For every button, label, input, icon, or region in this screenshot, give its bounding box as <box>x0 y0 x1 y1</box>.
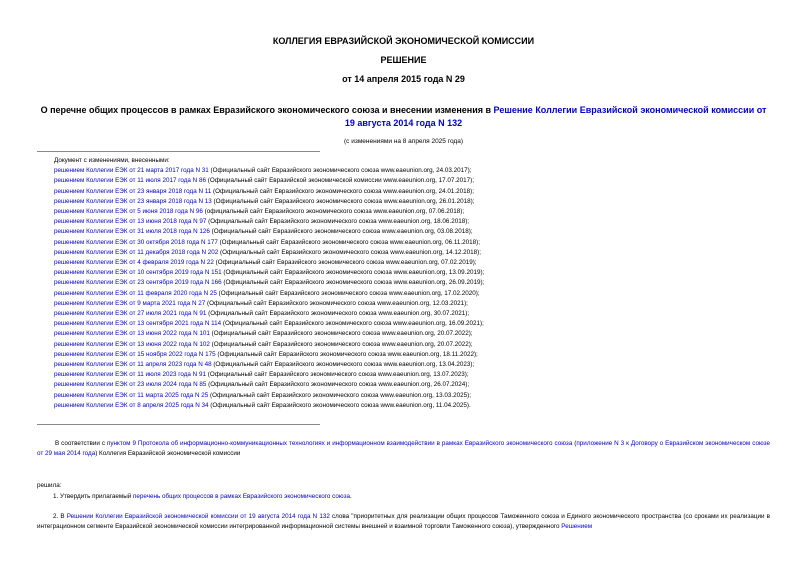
change-decision-link[interactable]: решением Коллегии ЕЭК от 10 сентября 2019 года N 151 <box>54 269 222 277</box>
change-item <box>54 238 794 248</box>
change-decision-link[interactable]: решением Коллегии ЕЭК от 31 июля 2018 года N 126 <box>54 228 210 236</box>
decision-end-link[interactable]: Решением <box>561 523 593 530</box>
change-item <box>54 176 794 186</box>
clause-2-pre: 2. В <box>53 513 67 520</box>
intro-post: ) Коллегия Евразийской экономической комиссии <box>95 450 241 457</box>
change-source-text: (Официальный сайт Евразийского экономического союза www.eaeunion.org, 18.11.2022); <box>215 350 478 358</box>
change-decision-link[interactable]: решением Коллегии ЕЭК от 21 марта 2017 года N 31 <box>54 167 209 175</box>
change-item <box>54 289 794 299</box>
change-item <box>54 197 794 207</box>
change-item <box>54 370 794 380</box>
change-source-text: (Официальный сайт Евразийского экономического союза www.eaeunion.org, 24.01.2018); <box>211 187 474 195</box>
intro-mid: ( <box>572 440 577 447</box>
clause-2-text: слова "приоритетных для реализации общих процессов Таможенного союза и Единого экономического пространства (со сроками их реализации в интеграционном сегменте Евразийской экономической комиссии интегрированной информационной системы внешней и взаимной торговли Таможенного союза), утвержденного <box>37 513 770 530</box>
protocol-link[interactable]: пунктом 9 Протокола об информационно-коммуникационных технологиях и информационном взаимодействии в рамках Евразийского экономического союза <box>107 440 573 447</box>
divider-top <box>37 151 320 152</box>
change-source-text: (Официальный сайт Евразийского экономического союза www.eaeunion.org, 17.02.2020); <box>216 289 480 297</box>
change-source-text: (Официальный сайт Евразийского экономического союза www.eaeunion.org, 26.09.2019); <box>221 279 485 287</box>
change-source-text: (Официальный сайт Евразийского экономического союза www.eaeunion.org, 18.06.2018); <box>206 218 470 226</box>
change-decision-link[interactable]: решением Коллегии ЕЭК от 9 марта 2021 года N 27 <box>54 299 206 307</box>
change-item <box>54 248 794 258</box>
change-source-text: (официальный сайт Евразийского экономического союза www.eaeunion.org, 07.06.2018); <box>202 208 465 216</box>
change-source-text: (Официальный сайт Евразийского экономического союза www.eaeunion.org, 03.08.2018); <box>209 228 473 236</box>
treaty-link[interactable]: приложение N 3 к Договору о Евразийском экономическом союзе от 29 мая 2014 года <box>37 440 770 457</box>
change-item <box>54 329 794 339</box>
change-item <box>54 350 794 360</box>
change-item <box>54 391 794 401</box>
change-decision-link[interactable]: решением Коллегии ЕЭК от 15 ноября 2022 года N 175 <box>54 350 216 358</box>
change-source-text: (Официальный сайт Евразийского экономического союза www.eaeunion.org, 11.04.2025). <box>208 401 471 409</box>
clause-1 <box>37 492 770 502</box>
change-source-text: (Официальный сайт Евразийского экономического союза www.eaeunion.org, 13.09.2019); <box>221 269 485 277</box>
change-decision-link[interactable]: решением Коллегии ЕЭК от 5 июня 2018 года N 96 <box>54 208 203 216</box>
change-decision-link[interactable]: решением Коллегии ЕЭК от 11 декабря 2018 года N 202 <box>54 248 219 256</box>
change-decision-link[interactable]: решением Коллегии ЕЭК от 8 апреля 2025 года N 34 <box>54 401 209 409</box>
change-source-text: (Официальный сайт Евразийской экономической комиссии www.eaeunion.org, 17.07.2017); <box>205 177 475 185</box>
clause-2 <box>37 512 770 532</box>
change-item <box>54 299 794 309</box>
change-source-text: (Официальный сайт Евразийского экономического союза www.eaeunion.org, 13.07.2023); <box>205 371 469 379</box>
date-number-heading: от 14 апреля 2015 года N 29 <box>342 74 465 84</box>
change-item <box>54 268 794 278</box>
changes-intro: Документ с изменениями, внесенными: <box>54 157 170 164</box>
change-item <box>54 360 794 370</box>
change-item <box>54 166 794 176</box>
change-source-text: (Официальный сайт Евразийского экономического союза www.eaeunion.org, 26.01.2018); <box>211 197 475 205</box>
decision-132-link[interactable]: Решении Коллегии Евразийской экономической комиссии от 19 августа 2014 года N 132 <box>66 513 330 520</box>
change-item <box>54 187 794 197</box>
change-item <box>54 227 794 237</box>
change-source-text: (Официальный сайт Евразийского экономического союза www.eaeunion.org, 24.03.2017); <box>208 167 472 175</box>
change-decision-link[interactable]: решением Коллегии ЕЭК от 23 января 2018 года N 13 <box>54 197 212 205</box>
change-item <box>54 278 794 288</box>
revision-note: (с изменениями на 8 апреля 2025 года) <box>343 138 463 145</box>
org-heading: КОЛЛЕГИЯ ЕВРАЗИЙСКОЙ ЭКОНОМИЧЕСКОЙ КОМИССИИ <box>272 36 535 46</box>
clause-1-pre: 1. Утвердить прилагаемый <box>53 493 134 500</box>
change-decision-link[interactable]: решением Коллегии ЕЭК от 27 июля 2021 года N 91 <box>54 310 207 318</box>
change-source-text: (Официальный сайт Евразийского экономического союза www.eaeunion.org, 13.04.2023); <box>211 361 475 369</box>
intro-pre: В соответствии с <box>55 440 107 447</box>
change-decision-link[interactable]: решением Коллегии ЕЭК от 11 июля 2017 года N 86 <box>54 177 206 185</box>
change-source-text: (Официальный сайт Евразийского экономического союза www.eaeunion.org, 13.03.2025); <box>208 391 471 399</box>
change-source-text: (Официальный сайт Евразийского экономического союза www.eaeunion.org, 30.07.2021); <box>206 310 470 318</box>
change-decision-link[interactable]: решением Коллегии ЕЭК от 23 января 2018 года N 11 <box>54 187 212 195</box>
changes-list <box>54 156 794 411</box>
change-decision-link[interactable]: решением Коллегии ЕЭК от 13 июня 2022 года N 101 <box>54 330 210 338</box>
divider-bottom <box>37 424 320 425</box>
change-decision-link[interactable]: решением Коллегии ЕЭК от 11 февраля 2020 года N 25 <box>54 289 217 297</box>
change-source-text: (Официальный сайт Евразийского экономического союза www.eaeunion.org, 16.09.2021); <box>221 320 484 328</box>
change-decision-link[interactable]: решением Коллегии ЕЭК от 11 июля 2023 года N 91 <box>54 371 206 379</box>
change-decision-link[interactable]: решением Коллегии ЕЭК от 11 апреля 2023 года N 48 <box>54 361 212 369</box>
change-decision-link[interactable]: решением Коллегии ЕЭК от 23 июля 2024 года N 85 <box>54 381 207 389</box>
change-decision-link[interactable]: решением Коллегии ЕЭК от 13 сентября 2021 года N 114 <box>54 320 222 328</box>
change-item <box>54 258 794 268</box>
change-item <box>54 380 794 390</box>
change-item <box>54 401 794 411</box>
change-decision-link[interactable]: решением Коллегии ЕЭК от 13 июня 2022 года N 102 <box>54 340 210 348</box>
change-source-text: (Официальный сайт Евразийского экономического союза www.eaeunion.org, 26.07.2024); <box>206 381 470 389</box>
process-list-link[interactable]: перечень общих процессов в рамках Евразийского экономического союза <box>133 493 351 500</box>
change-item <box>54 217 794 227</box>
change-source-text: (Официальный сайт Евразийского экономического союза www.eaeunion.org, 12.03.2021); <box>205 299 468 307</box>
change-source-text: (Официальный сайт Евразийского экономического союза www.eaeunion.org, 07.02.2019); <box>213 259 477 267</box>
decided-label: решила: <box>37 482 62 489</box>
intro-paragraph <box>37 439 770 459</box>
change-item <box>54 340 794 350</box>
change-source-text: (Официальный сайт Евразийского экономического союза www.eaeunion.org, 14.12.2018); <box>218 248 481 256</box>
doc-type-heading: РЕШЕНИЕ <box>380 55 427 65</box>
change-decision-link[interactable]: решением Коллегии ЕЭК от 13 июня 2018 года N 97 <box>54 218 207 226</box>
title-link[interactable]: Решение Коллегии Евразийской экономической комиссии от 19 августа 2014 года N 132 <box>344 105 767 128</box>
change-decision-link[interactable]: решением Коллегии ЕЭК от 4 февраля 2019 года N 22 <box>54 259 214 267</box>
change-item <box>54 207 794 217</box>
clause-1-post: . <box>350 493 352 500</box>
title-text: О перечне общих процессов в рамках Евразийского экономического союза и внесении изменения в <box>40 105 492 115</box>
change-item <box>54 309 794 319</box>
change-decision-link[interactable]: решением Коллегии ЕЭК от 30 октября 2018 года N 177 <box>54 238 218 246</box>
change-decision-link[interactable]: решением Коллегии ЕЭК от 23 сентября 2019 года N 166 <box>54 279 222 287</box>
change-item <box>54 319 794 329</box>
change-source-text: (Официальный сайт Евразийского экономического союза www.eaeunion.org, 20.07.2022); <box>209 330 473 338</box>
change-source-text: (Официальный сайт Евразийского экономического союза www.eaeunion.org, 06.11.2018); <box>217 238 481 246</box>
document-title <box>38 104 769 130</box>
change-source-text: (Официальный сайт Евразийского экономического союза www.eaeunion.org, 20.07.2022); <box>209 340 473 348</box>
change-decision-link[interactable]: решением Коллегии ЕЭК от 11 марта 2025 года N 25 <box>54 391 209 399</box>
